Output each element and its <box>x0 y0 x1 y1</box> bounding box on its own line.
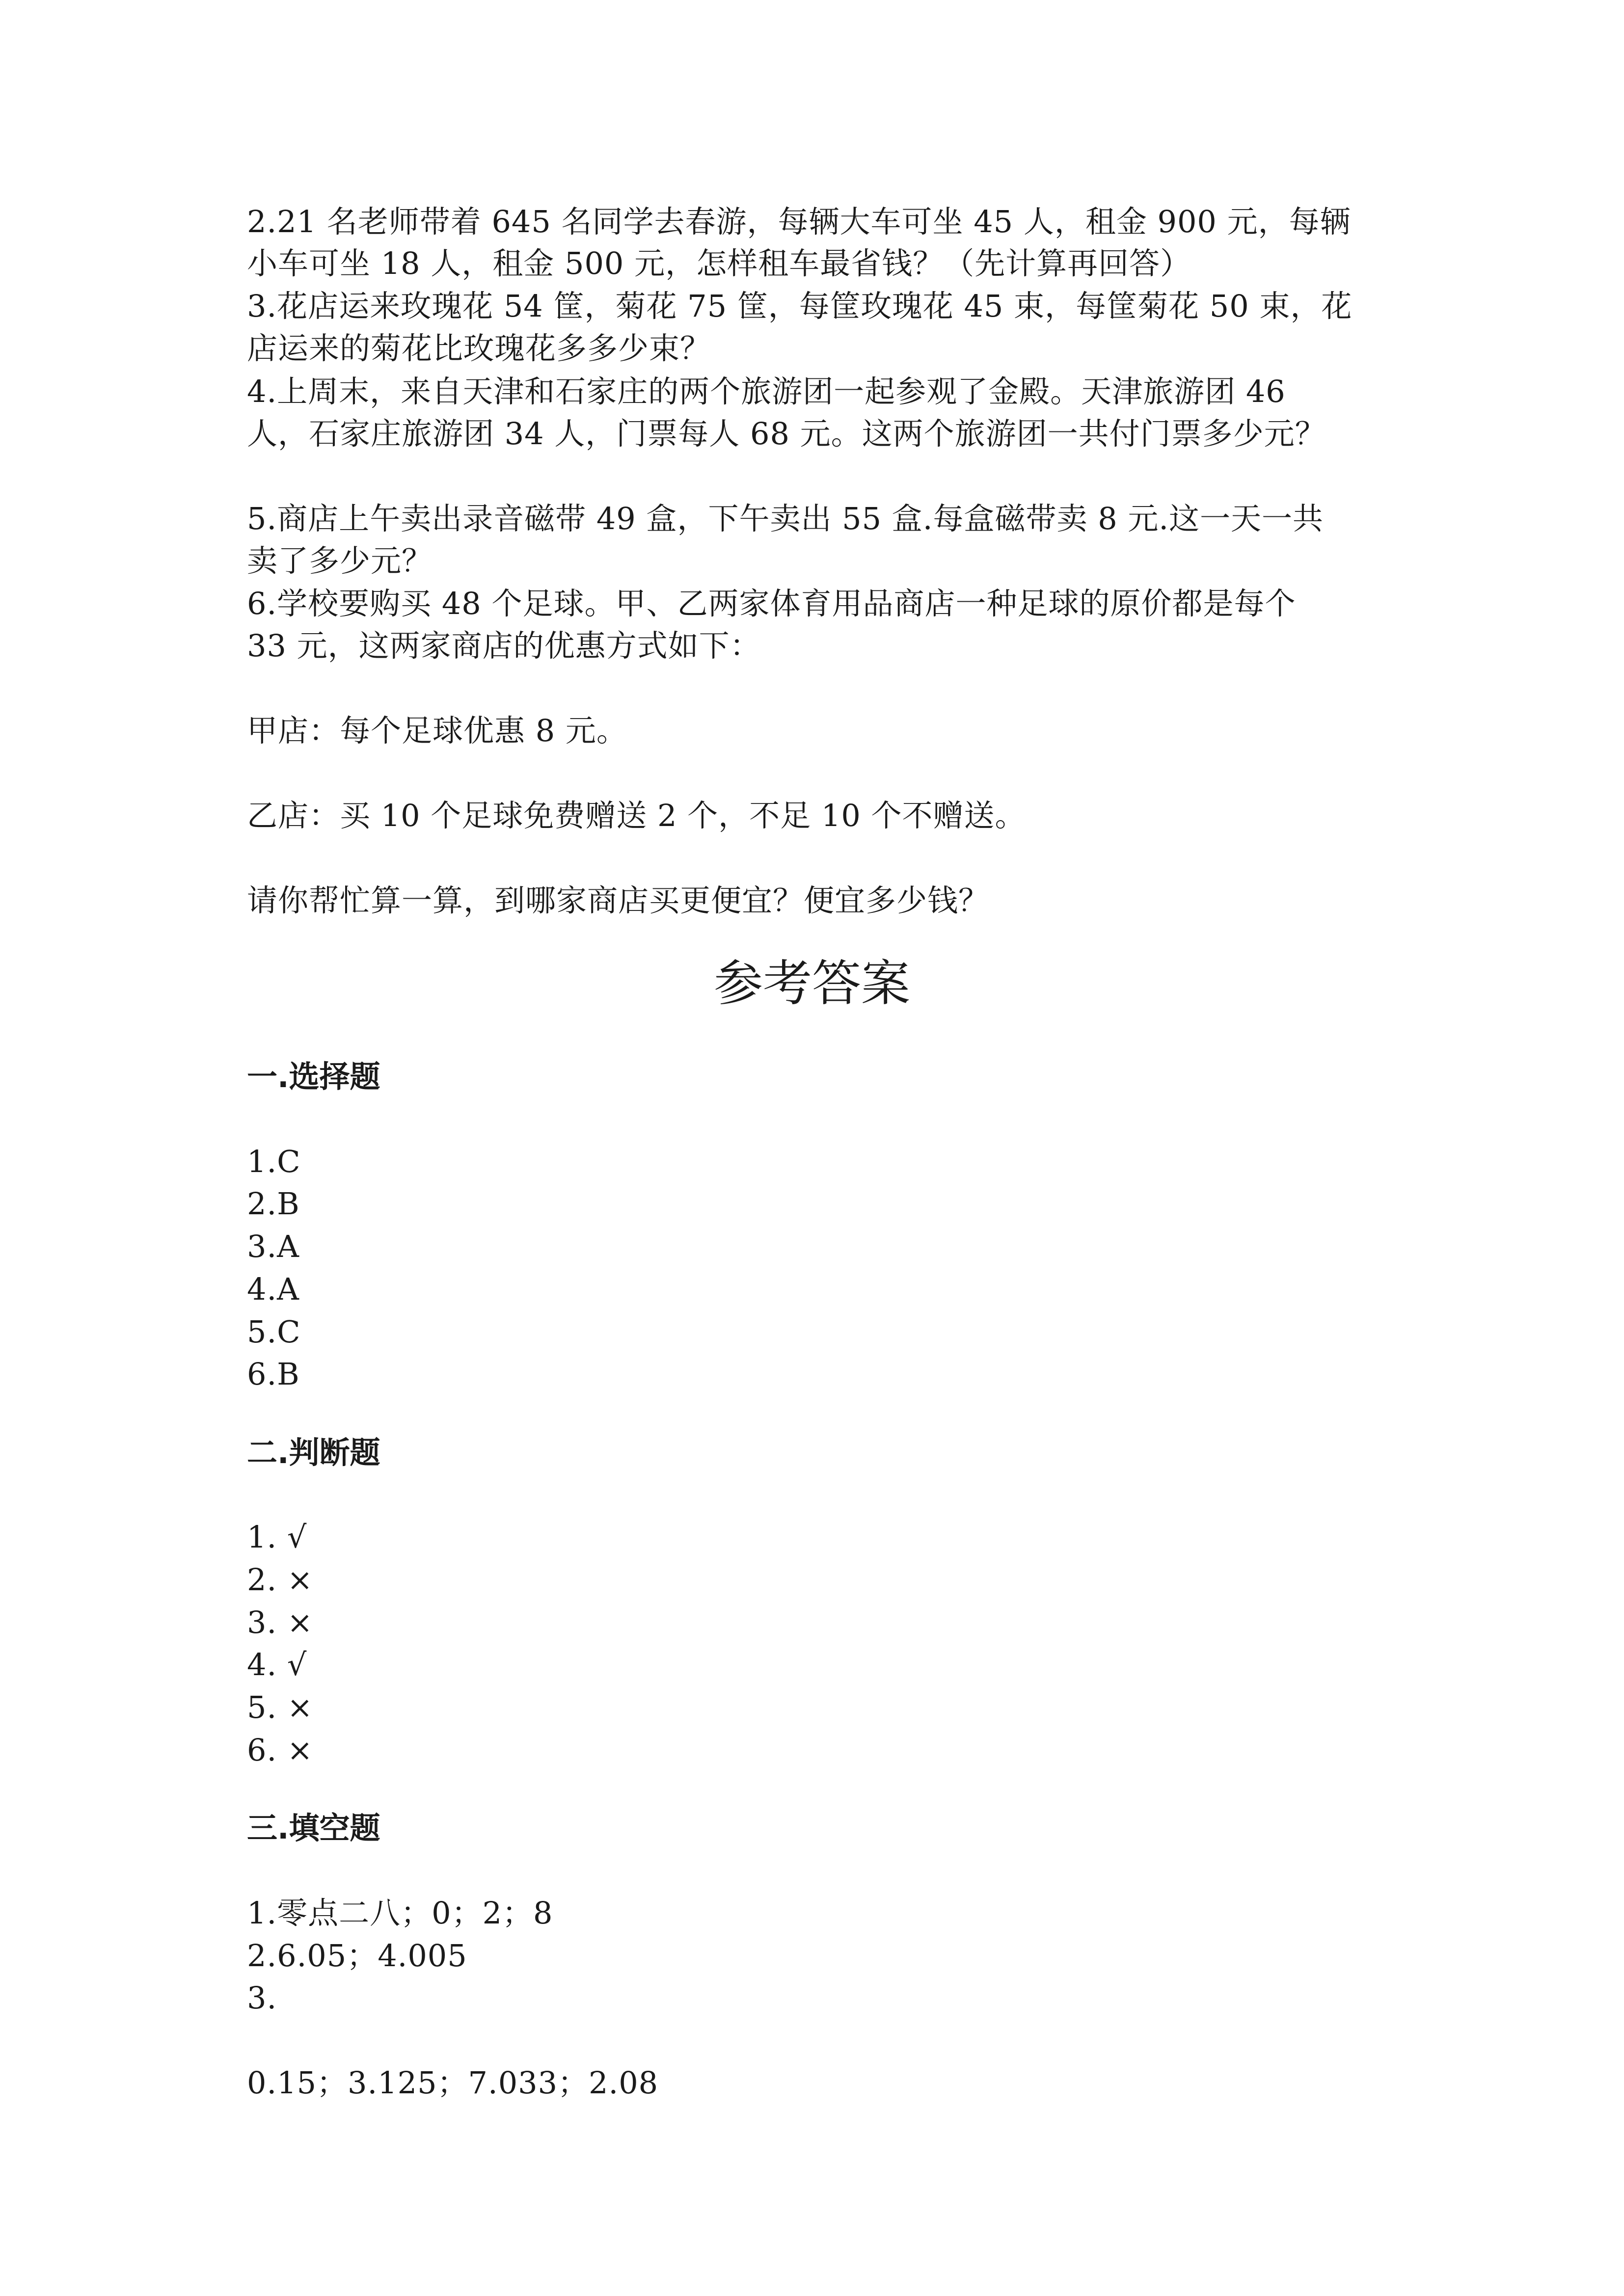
problem-6-question: 请你帮忙算一算，到哪家商店买更便宜？便宜多少钱？ <box>247 882 990 918</box>
judgement-answer-6: 6. × <box>247 1732 313 1768</box>
judgement-answer-5: 5. × <box>247 1689 313 1725</box>
problem-4-line-1: 4.上周末，来自天津和石家庄的两个旅游团一起参观了金殿。天津旅游团 46 <box>247 374 1286 409</box>
fill-blank-answer-2: 2.6.05；4.005 <box>247 1938 467 1974</box>
problem-6-line-1: 6.学校要购买 48 个足球。甲、乙两家体育用品商店一种足球的原价都是每个 <box>247 586 1296 621</box>
problem-3-line-1: 3.花店运来玫瑰花 54 筐，菊花 75 筐，每筐玫瑰花 45 束，每筐菊花 50 束，花 <box>247 288 1353 324</box>
judgement-answer-4: 4. √ <box>247 1647 307 1682</box>
problem-4-line-2: 人，石家庄旅游团 34 人，门票每人 68 元。这两个旅游团一共付门票多少元？ <box>247 416 1326 452</box>
problem-3-line-2: 店运来的菊花比玫瑰花多多少束？ <box>247 330 711 366</box>
section-heading-fill-blank: 三.填空题 <box>247 1810 380 1846</box>
judgement-answer-2: 2. × <box>247 1562 313 1598</box>
choice-answer-3: 3.A <box>247 1228 299 1264</box>
problem-2-line-2: 小车可坐 18 人，租金 500 元，怎样租车最省钱？（先计算再回答） <box>247 245 1191 281</box>
section-heading-choice: 一.选择题 <box>247 1059 380 1095</box>
problem-5-line-1: 5.商店上午卖出录音磁带 49 盒，下午卖出 55 盒.每盒磁带卖 8 元.这一天一共 <box>247 501 1324 536</box>
answer-key-title: 参考答案 <box>714 955 910 1012</box>
choice-answer-4: 4.A <box>247 1271 299 1307</box>
choice-answer-2: 2.B <box>247 1186 300 1222</box>
judgement-answer-3: 3. × <box>247 1604 313 1640</box>
fill-blank-answer-3-value: 0.15；3.125；7.033；2.08 <box>247 2065 659 2101</box>
fill-blank-answer-1: 1.零点二八；0；2；8 <box>247 1895 553 1931</box>
problem-5-line-2: 卖了多少元？ <box>247 543 433 579</box>
choice-answer-6: 6.B <box>247 1356 300 1392</box>
problem-6-line-2: 33 元，这两家商店的优惠方式如下： <box>247 628 761 664</box>
choice-answer-1: 1.C <box>247 1144 301 1179</box>
problem-6-shop-b: 乙店：买 10 个足球免费赠送 2 个，不足 10 个不赠送。 <box>247 798 1026 833</box>
section-heading-judgement: 二.判断题 <box>247 1435 380 1470</box>
problem-2-line-1: 2.21 名老师带着 645 名同学去春游，每辆大车可坐 45 人，租金 900 元，每辆 <box>247 204 1351 240</box>
choice-answer-5: 5.C <box>247 1314 301 1350</box>
judgement-answer-1: 1. √ <box>247 1519 307 1555</box>
problem-6-shop-a: 甲店：每个足球优惠 8 元。 <box>247 713 627 748</box>
fill-blank-answer-3-label: 3. <box>247 1980 277 2016</box>
